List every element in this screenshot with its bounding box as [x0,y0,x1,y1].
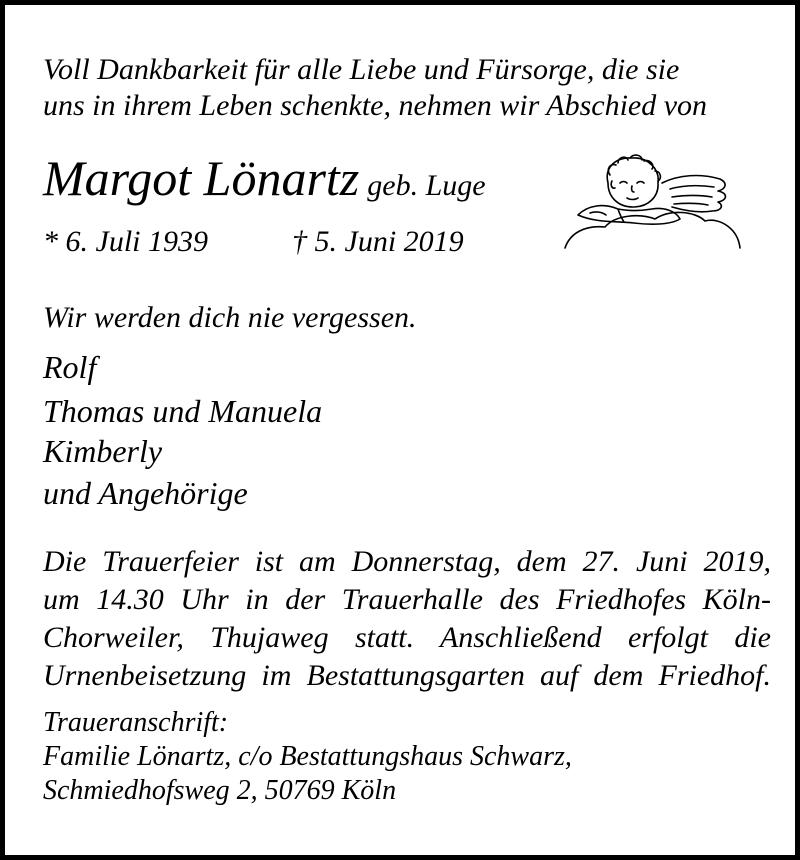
birth-name: geb. Luge [367,169,486,202]
ceremony-line-3: Chorweiler, Thujaweg statt. Anschließend erfolgt die [43,621,771,654]
deceased-name-row [43,150,486,206]
address-line-2: Schmiedhofsweg 2, 50769 Köln [43,775,397,806]
ceremony-line-4: Urnenbeisetzung im Bestattungsgarten auf dem Friedhof. [43,659,771,692]
motto: Wir werden dich nie vergessen. [43,301,417,334]
cherub-icon [560,153,745,253]
mourner-item: Kimberly [43,433,163,469]
mourner-item: und Angehörige [43,475,248,511]
address-label: Traueranschrift: [43,707,229,738]
birth-date: * 6. Juli 1939 [43,225,208,258]
address-line-1: Familie Lönartz, c/o Bestattungshaus Schwarz, [43,741,572,772]
death-date: † 5. Juni 2019 [292,225,464,258]
intro-line-2: uns in ihrem Leben schenkte, nehmen wir Abschied von [43,89,708,122]
deceased-name: Margot Lönartz [43,150,360,206]
mourner-item: Thomas und Manuela [43,393,323,429]
ceremony-line-1: Die Trauerfeier ist am Donnerstag, dem 27. Juni 2019, [43,545,771,578]
mourner-item: Rolf [43,349,97,385]
intro-line-1: Voll Dankbarkeit für alle Liebe und Fürsorge, die sie [43,53,680,86]
ceremony-line-2: um 14.30 Uhr in der Trauerhalle des Friedhofes Köln- [43,583,771,616]
